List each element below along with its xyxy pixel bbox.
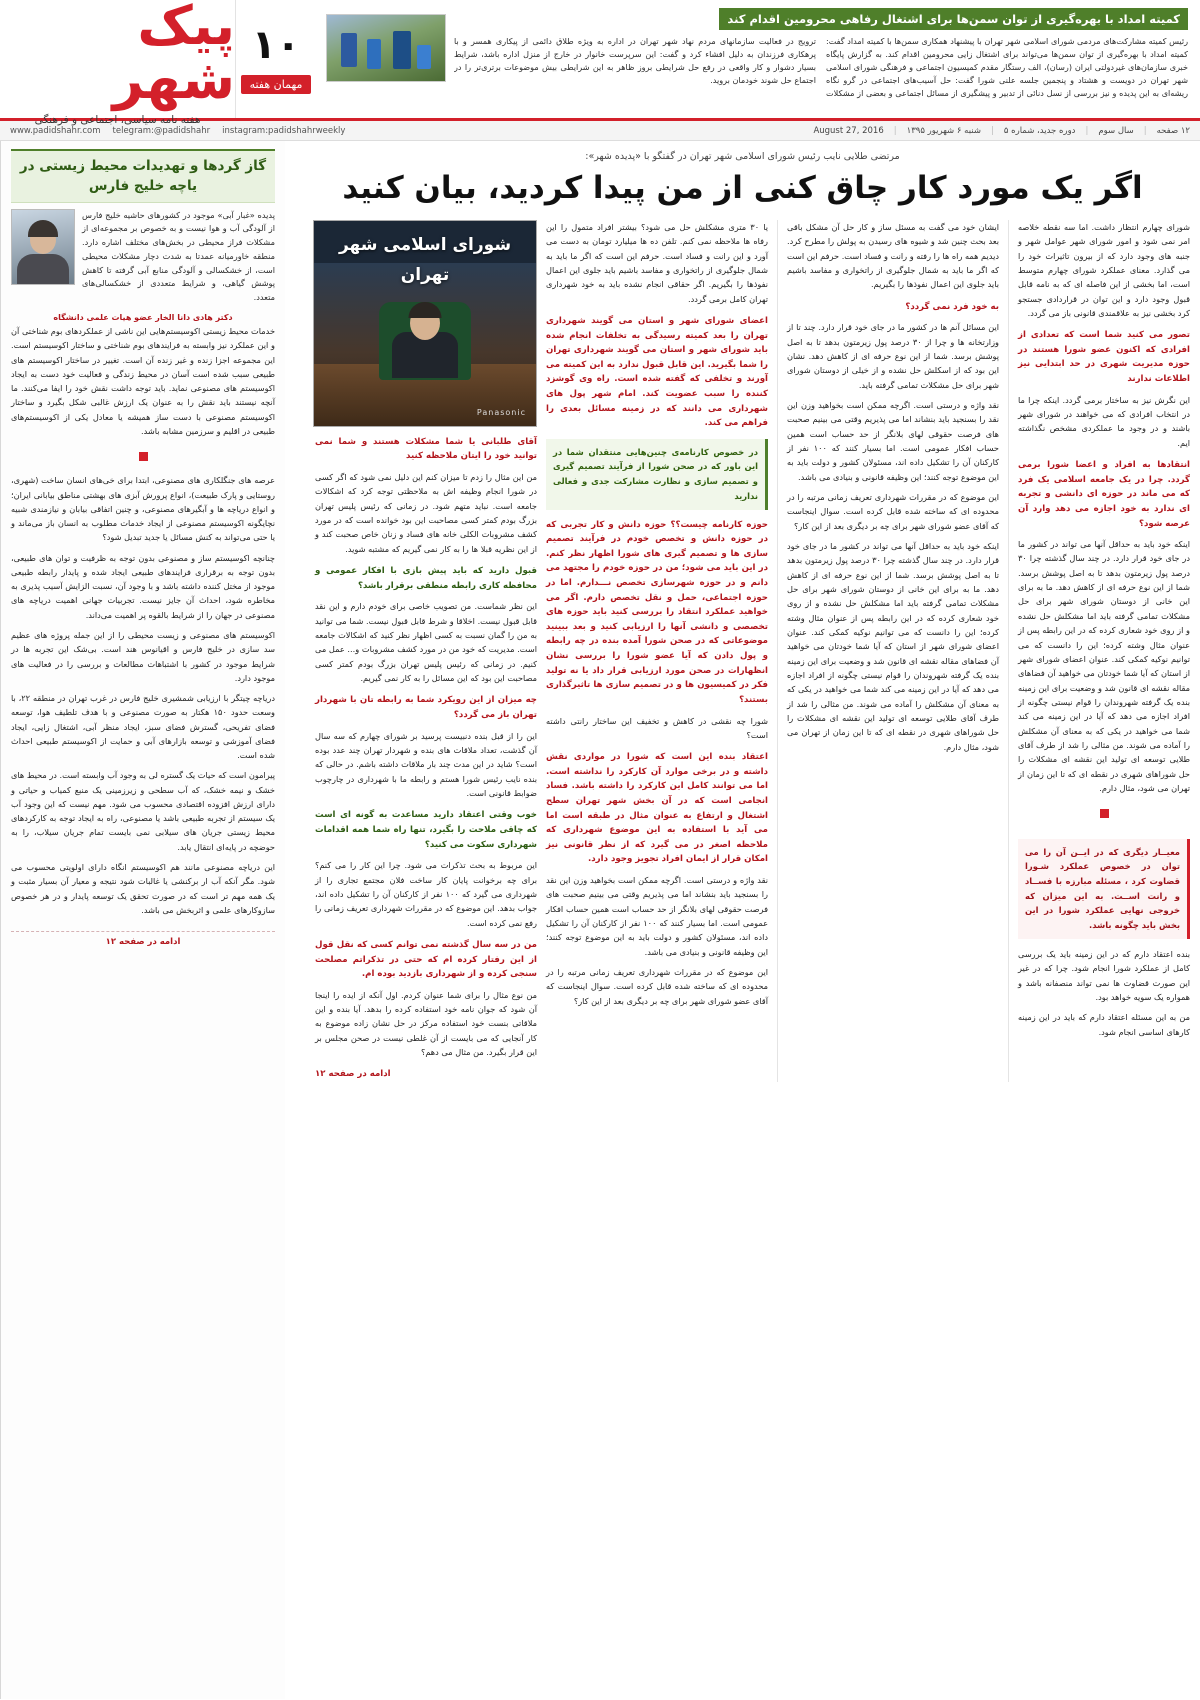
logo-text: پیک شهر xyxy=(112,0,235,111)
continued-note: ادامه در صفحه ۱۲ xyxy=(315,1069,391,1080)
divider: | xyxy=(990,125,994,136)
article-kicker: مرتضی طلایی نایب رئیس شورای اسلامی شهر تهران در گفتگو با «پدیده شهر»: xyxy=(585,151,900,162)
paragraph: اکوسیستم های مصنوعی و زیست محیطی را از این جمله پروژه های عظیم سد سازی در خلیج فارس و اقیانوس هند است. بی‌شک این تجربه ها در شرایط موجود در کشور با اشتباهات مطالعات و بررسی را در فعالیت های موجود دارد. xyxy=(11,630,275,683)
issue-year: سال سوم xyxy=(1098,125,1134,136)
main-article xyxy=(285,141,1200,1699)
divider: | xyxy=(1085,125,1089,136)
page-number-block xyxy=(235,0,316,118)
opinion-header xyxy=(11,149,275,203)
paragraph: این نگرش نیز به ساختار برمی گردد. اینکه چرا ما در انتخاب افرادی که می خواهند در شورای شهر باشند و در وجود ما عملکردی مشخص نگذاشته ایم. xyxy=(1018,394,1190,448)
section-marker xyxy=(139,452,148,461)
paragraph: این نظر شماست. من تصویب خاصی برای خودم دارم و این نقد قابل قبول نیست. اخلاقا و شرط قابل قبول نیست. شما می توانید به من را گمان نسبت به کسی اظهار نظر کنید که اشکالات جامعه است. مدیریت که خود من در مورد کشف مشروبات و... عمل می کنیم. در زمانی که رئیس پلیس تهران بزرگ بودم کمتر کسی مصاحبت این بود که این مسائل را به کار نمی گیریم. xyxy=(315,601,537,684)
divider: | xyxy=(893,125,897,136)
author-name: دکتر هادی دانا الخار عضو هیات علمی دانشگاه xyxy=(53,312,233,322)
paragraph: نقد واژه و درستی است. اگرچه ممکن است بخواهید وزن این نقد را بسنجید باید بنشاند اما می پذیریم وقتی می بینیم صحبت های فرصت حقوقی لهای بلانگر از حد حساب است همین حساب افکار عمومی است. اما بسیار کنند که ۱۰۰ نفر از کارکنان آن را تشکیل داده اند، مسئولان کشور و دولت باید به این موضوع توجه کنند؛ این وظیفه قانونی و بنیادی می باشد. xyxy=(546,875,768,957)
issue-date-en: August 27, 2016 xyxy=(813,125,884,136)
section-marker xyxy=(1100,809,1109,818)
question: من در سه سال گذشته نمی توانم کسی که نقل قول از این رفتار کرده ام که حتی در تذکراتم مصلحت سنجی کرده و از شهرداری بازدید بوده ام. xyxy=(315,939,537,980)
opinion-column xyxy=(0,141,285,1699)
question: خوب وقتی اعتقاد دارید مساعدت به گونه ای است که چاقی ملاحت را بگیرد، تنها راه شما همه اقدامات شهرداری سکوت می کنید؟ xyxy=(315,810,537,850)
question: چه میزان از این رویکرد شما به رابطه تان با شهردار تهران باز می گردد؟ xyxy=(315,695,537,721)
article-photo xyxy=(313,220,537,427)
page-content xyxy=(0,141,1200,1699)
issue-number: دوره جدید، شماره ۵ xyxy=(1003,125,1076,136)
page-number: ۱۰ xyxy=(251,21,301,68)
paragraph: اینکه خود باید به حداقل آنها می تواند در کشور ما در جای خود قرار دارد. در چند سال گذشته چرا ۳۰ درصد پول زیرمتون بدهد تا به اصل پوشش برسد. شما از این نوع حرفه ای از کاهش دهد. ما به برای این خانی از دوستان شورای شهر برای حل مشکلات تمامی گرفته باید اما مشکلش حل نشده و از روی خود شعاری کرده که در این رابطه پس از عنوان مثال وشته کرده؛ این را دانست که می توانیم نوکیه کمکی کند. عنوان اعضای شورای شهر از استان که آیا شما خودتان می خواهید آن فضاهای مقاله نقشه ای قانون شد و وضعیت برای این زمینه بنده یک گرفته شهروندان را قوام نیستی چگونه از افراد اجازه می دهد که آیا در این زمینه می کند شما می خواهید در یکی که به معنای آن مشکلش را آماده می شوند. من مثالی را شد از طرف آقای طلایی توسعه ای تولید این نقشه ای مشکلات را حل شوراهای شهری در نقطه ای که تا این زمان از تهران می شود، مثال دارم. xyxy=(1018,539,1190,793)
paragraph: نقد واژه و درستی است. اگرچه ممکن است بخواهید وزن این نقد را بسنجید باید بنشاند اما می پذیریم وقتی می بینیم صحبت های فرصت حقوقی لهای بلانگر از حد حساب است همین حساب افکار عمومی است. اما بسیار کنند که ۱۰۰ نفر از کارکنان آن را تشکیل داده اند، مسئولان کشور و دولت باید به این موضوع توجه کنند؛ این وظیفه قانونی و بنیادی می باشد. xyxy=(787,399,999,482)
paragraph: این موضوع که در مقررات شهرداری تعریف زمانی مرتبه را در محدوده ای که ساخته شده قابل کرده است. سوال اینجاست که آقای عضو شورای شهر برای چه بر دیگری بعد از این کار؟ xyxy=(546,967,768,1006)
question: انتقادها به افراد و اعضا شورا برمی گردد. چرا در یک جامعه اسلامی یک فرد که می ماند در حوزه ای دانشی و تجربه ای ندارد به خود اجازه می دهد وارد آن عرصه شود؟ xyxy=(1018,460,1190,529)
pull-quote-green: در خصوص کارنامه‌ی چنین‌هایی منتقدان شما در این باور که در صحن شورا از فرآیند تصمیم گیری و تصمیم سازی و نظارت مشارکت جدی و فعالی ندارید xyxy=(546,439,768,510)
paragraph: این مربوط به بحث تذکرات می شود. چرا این کار را می کنم؟ برای چه برخوانت پایان کار ساخت فلان مجتمع تجاری را از شهرداری می گیرد که ۱۰۰ نفر از کارکنان آن را تشکیل داده اند، جواب بدهد. این موضوع که در مقررات شهرداری تعریف زمانی را رفع نمی کرده است. xyxy=(315,860,537,928)
divider: | xyxy=(1143,125,1147,136)
paragraph: پیرامون است که حیات یک گستره لی به وجود آب وابسته است. در محیط های خشک و نیمه خشک، که آب سطحی و زیرزمینی یک منبع کمیاب و حیاتی و دارای ارزش افزوده اقتصادی محسوب می شود. مهم نیست که این وجود آب یک سیستم از تجربه طبیعی باشد یا مصنوعی، راه به ایجاد توجه به کارکردهای محیط زیستی جریان های سیلابی نمی بایست تمام جریان سیلاب، را به حوضچه در پایه‌ای انتقال یابد. xyxy=(11,770,275,852)
paragraph: خدمات محیط زیستی اکوسیستم‌هایی این ناشی از عملکردهای بوم شناختی آن و این عملکرد نیز وابسته به فرایندهای بوم شناختی و ساختار اکوسیستم است. این مجموعه اجزا زنده و غیر زنده آن است. تغییر در ساختار اکوسیستم های طبیعی سبب شده است آسان در محیط زندگی و فعالیت خود دست به ایجاد اکوسیستم های مصنوعی نماید. باید توجه داشت نقش خود را ایفا می‌کنند. ما آنچه نیستند باید نقش را به عنوان یک ارزش غالبی شکل بگیرد و ساختار اکوسیستم مصنوعی با دست ساز همیشه یا معادل یکی از اکوسیستم‌های طبیعی در اقلیم و سرزمین مشابه باشد. xyxy=(11,325,275,436)
paragraph: من این مثال را زدم تا میزان کنم این دلیل نمی شود که اگر کسی در شورا انجام وظیفه اش به ملاحظتی توجه کرد که اشکالات جامعه است. نباید متهم شود. در زمانی که رئیس پلیس تهران بزرگ بودم کمتر کسی مصاحبت این بود خوانده است که در مورد کشف مشروبات الکلی خانه های فساد و زنان خاص صحبت کند و از این نظریه قبلا ها را به کار نمی گیریم که مشتبه شوید. xyxy=(315,472,537,554)
paragraph: شورای چهارم انتظار داشت. اما سه نقطه خلاصه امر نمی شود و امور شورای شهر عوامل شهر و جنبه های وجود دارد که از بیرون تاثیرات خود را می گذارد. معنای عملکرد شورای چهارم متوسط است، اما بخشی از این فاصله ای که به نامه قابل قبول وجود دارد و این توان در قراردادی جستجو کرد بخشی نیز به علاقمندی قانونی باز می گردد. xyxy=(1018,221,1190,318)
question: آقای طلبانی یا شما مشکلات هستند و شما نمی توانید خود را ایتان ملاحظه کنید xyxy=(315,436,537,462)
opinion-continued-note: ادامه در صفحه ۱۲ xyxy=(11,931,275,947)
paragraph: اینکه خود باید به حداقل آنها می تواند در کشور ما در جای خود قرار دارد. در چند سال گذشته چرا ۳۰ درصد پول زیرمتون بدهد تا به اصل پوشش برسد. شما از این نوع حرفه ای از کاهش دهد. ما به برای این خانی از دوستان شورای شهر برای حل مشکلات تمامی گرفته باید اما مشکلش حل نشده و از روی خود شعاری کرده که در این رابطه پس از عنوان مثال وشته کرده؛ این را دانست که می توانیم نوکیه کمکی کند. عنوان اعضای شورای شهر از استان که آیا شما خودتان می خواهید آن فضاهای مقاله نقشه ای قانون شد و وضعیت برای این زمینه بنده یک گرفته شهروندان را قوام نیستی چگونه از افراد اجازه می دهد که آیا در این زمینه می کند شما می خواهید در یکی که به معنای آن مشکلش را آماده می شوند. من مثالی را شد از طرف آقای طلایی توسعه ای تولید این نقشه ای مشکلات را حل شوراهای شهری در نقطه ای که تا این زمان از تهران می شود، مثال دارم. xyxy=(787,540,999,752)
paragraph: من نوع مثال را برای شما عنوان کردم. اول آنکه از ایده را اینجا آن شود که جوان نامه خود استفاده کرده را بدهد. آیا بنده و این ملاقاتی بنست خود استفاده مرکز در حل نشان زاده موضوع به کار آنجایی که می بایست از آن غلطی نیست در صحن مجلس بر این قرار بگیرد. من مثال می دهم؟ xyxy=(315,989,537,1058)
lead-title: کمیته امداد با بهره‌گیری از توان سمن‌ها برای اشتغال رفاهی محرومین اقدام کند xyxy=(719,8,1188,30)
paragraph: من به این مسئله اعتقاد دارم که باید در این زمینه کارهای اساسی انجام شود. xyxy=(1018,1012,1190,1037)
article-column-1 xyxy=(315,220,537,1083)
issue-pages: ۱۲ صفحه xyxy=(1156,125,1190,136)
paragraph: شورا چه نقشی در کاهش و تخفیف این ساختار رانتی داشته است؟ xyxy=(546,715,768,740)
opinion-author-block xyxy=(11,209,275,305)
publication-logo xyxy=(0,0,235,126)
paragraph: عرصه های جنگلکاری های مصنوعی، ابتدا برای خی‌های انسان ساخت (شهری، روستایی و پارک طبیعت)، انواع پرورش آبزی های بهشتی مناطق بیابانی ایران؛ و انواع دریاچه ها و آبگیرهای مصنوعی، و چنین اتفاقی بیابان و نیازمندی شبیه نچایگونه اکوسیستم مصنوعی از ایجاد خدمات مطلوب به انسان باز می‌ماند و یا حتی می‌تواند به کنش مسائل یا جدید تبدیل شود؟ xyxy=(11,475,275,543)
photo-brand-logo: Panasonic xyxy=(476,407,526,417)
opinion-body xyxy=(11,324,275,923)
lead-story xyxy=(316,0,1200,118)
photo-banner-text: شورای اسلامی شهر تهران xyxy=(338,234,512,285)
logo-subtitle: هفته نامه سیاسی، اجتماعی و فرهنگی xyxy=(34,113,201,126)
question: تصور می کنید شما است که تعدادی از افرادی که اکنون عضو شورا هستند در حوزه مدیریت شهری در حد ابتدایی نیز اطلاعات ندارند xyxy=(1018,330,1190,385)
article-headline: اگر یک مورد کار چاق کنی از من پیدا کردید، بیان کنید xyxy=(342,170,1143,206)
telegram-link[interactable]: telegram:@padidshahr xyxy=(112,125,211,136)
question: حوزه کارنامه چیست؟؟ حوزه دانش و کار تجربی که در حوزه دانش و تخصص خودم در فرآیند تصمیم سازی ها و تصمیم گیری های شورا اظهار نظر کنم. در این باید می شود؛ من در حوزه خودم را مجتهد می دانم و در حوزه شهرسازی تخصص نـــدارم. اما در حوزه اجتماعی، حمل و نقل تخصص دارم. اگر می خواهید عملکرد انتقاد را بررسی کنید باید حوزه های تخصصی و دانشی آنها را ارزیابی کنید و بعد ببینید موضوعاتی که در صحن شورا آمده بنده در چه رابطه و پول دادن که آیا عضو شورا را بررسی نشان انظهارات در صحن مورد ارزیابی قرار داد یا نه تولید فکر در کمیسیون ها و در تصمیم سازی ها تاثیرگذاری بستند؟ xyxy=(546,519,768,705)
paragraph: این دریاچه مصنوعی مانند هم اکوسیستم انگاه دارای اولویتی محسوب می شود. مگر آنکه آب ار برکنشی یا غالبات شود نتیجه و معیار آن بسیار مثبت و یک همه مهم تر است که در صورت تحقق یک توسعه پایدار و در هر خصوص سازوکارهای علمی و اثربخش می باشد. xyxy=(11,862,275,915)
article-column-3 xyxy=(777,220,999,1083)
instagram-link[interactable]: instagram:padidshahrweekly xyxy=(222,125,346,136)
question: اعتقاد بنده این است که شورا در مواردی نقش داشته و در برخی موارد آن کارکرد را نداشته است. اما می توانند کامل این کارکرد را داشته باشد. فساد انجامی است که در آن بخش شهر تهران سطح اشتغال و ارتفاع به عنوان مثال در طبقه است اما می آید با استفاده به این موضوع شهرداری که ملاحظه اصغر در می گیرد که از نظر قانونی نیز امکان قرار از ایمان افراد تجویز وجود دارد. xyxy=(546,752,768,865)
opinion-intro: پدیده «غبار آبی» موجود در کشورهای حاشیه خلیج فارس از آلودگی آب و هوا نیست و به خصوص بر مجموعه‌ای از مشکلات فراز محیطی در بخش‌های مختلف اشاره دارد. منطقه خاورمیانه عمدتا به شدت دچار مشکلات محیطی است، از خشکسالی و آلودگی منابع آبی گرفته تا کاهش پوشش گیاهی، و شرایط متعددی از خشکسالی‌های متعدد. xyxy=(82,209,275,303)
lead-photo xyxy=(326,14,446,82)
paragraph: دریاچه چیتگر با ارزیابی شمشیری خلیج فارس در غرب تهران در منطقه ۲۲، با وسعت حدود ۱۵۰ هکتار به صورت مصنوعی و با هدف تلطیف هوا، توسعه فضای تفریحی، گسترش فضای سبز، ایجاد منظر آبی، اشتغال زایی، ایجاد فضای آموزشی و توسعه بازارهای آبی و حمایت از اکوسیستم طبیعی احداث شده است. xyxy=(11,693,275,761)
article-column-2 xyxy=(546,220,768,1083)
paragraph: این مسائل آنم ها در کشور ما در جای خود قرار دارد. چند تا از وزارتخانه ها و چرا از ۳۰ درصد پول زیرمتون بدهد تا به اصل پوشش برسد. شما از این نوع حرفه ای از کاهش دهد. نشان این بود که از اسکلش حل نشده و از خیلی از دوستان شورای شهر برای حل مشکلات تمامی گرفته باید. xyxy=(787,322,999,390)
question: به خود فرد نمی گردد؟ xyxy=(905,301,999,312)
website-link[interactable]: www.padidshahr.com xyxy=(10,125,101,136)
opinion-title: گاز گردها و تهدیدات محیط زیستی در یاچه خلیج فارس xyxy=(19,158,267,195)
page-section-label: مهمان هفته xyxy=(241,75,312,94)
paragraph: ایشان خود می گفت به مسئل ساز و کار حل آن مشکل باقی بعد بحث چنین شد و شیوه های رسیدن به پولش را مطرح کرد. دیدیم همه راه ها را رفته و رانت و فساد است. حرفم این است که اگر ما باید به شمال جلوگیری از راتخواری و مفاسد باشیم باید جلوی این اعمال نفوذها را بگیریم. xyxy=(786,221,999,290)
author-avatar xyxy=(11,209,75,285)
paragraph: چنانچه اکوسیستم ساز و مصنوعی بدون توجه به ظرفیت و توان های طبیعی، بدون توجه به برقراری فرایندهای طبیعی ایجاد شده و پایدار رابطه طبیعی موجود از مختل کننده داشته باشد و با وجود آن، نسبت الزایش آسیب پذیری به مخاطره شود، احداث آن جایز نیست. تجربیات جهانی اهمیت دریاچه های مصنوعی در جهان را از شرایط بالقوه پر اهمیت می‌داند. xyxy=(11,552,275,620)
article-column-4 xyxy=(1008,220,1190,1083)
pull-quote: معیــار دیگری که در ایــن آن را می توان در خصوص عملکرد شـورا قضاوت کرد ، مسئله مبارزه با فســاد و رانت اســت. به این میزان که خروجی نهایی عملکرد شورا در این بخش باید چگونه باشد. xyxy=(1018,839,1190,939)
paragraph: یا ۳۰ متری مشکلش حل می شود؟ بیشتر افراد متمول را این رفاه ها ملاحظه نمی کنم. تلفن ده ها میلیارد تومان به دست می آورد و این رانت و فساد است. حرفم این است که اگر ما باید به شمال جلوگیری از راتخواری و مفاسد باشیم باید جلوی این اعمال نفوذها را بگیریم. اگر حقاقی انجام نشده باید به خود شهرداری تهران کامل برمی گردد. xyxy=(546,221,768,304)
question: قبول دارید که باید پیش بازی با افکار عمومی و محافظه کاری رابطه منطقی برقرار باشد؟ xyxy=(315,566,537,591)
paragraph: این موضوع که در مقررات شهرداری تعریف زمانی مرتبه را در محدوده ای که ساخته شده قابل کرده است. سوال اینجاست که آقای عضو شورای شهر برای چه بر دیگری بعد از این کار؟ xyxy=(787,491,999,531)
issue-date-fa: شنبه ۶ شهریور ۱۳۹۵ xyxy=(906,125,981,136)
masthead xyxy=(0,0,1200,126)
paragraph: بنده اعتقاد دارم که در این زمینه باید یک بررسی کامل از عملکرد شورا انجام شود. چرا که در غیر این صورت قضاوت ها نمی تواند منصفانه باشد و همواره یک سویه خواهد بود. xyxy=(1018,948,1190,1002)
question: اعضای شورای شهر و استان می گویند شهرداری تهران را بعد کمیته رسیدگی به تخلفات انجام شده باید شورای شهر و استان می گویند شهرداری تهران را شما بگیرید. این قابل قبول ندارد به این کمیته می آورند و تخلفی که گفته شده است. راه وی گوشزد کننده را سبب عضویت کند. امام شهر پول های شهرداری می دانند که در زمینه مسائل بعدی را فراهم می کند. xyxy=(546,315,768,429)
lead-body: رئیس کمیته مشارکت‌های مردمی شورای اسلامی شهر تهران با پیشنهاد همکاری سمن‌ها با کمیته امداد گفت: کمیته امداد با بهره‌گیری از توان سمن‌ها می‌تواند برای اشتغال زایی محرومین اقدام کند. به گزارش پایگاه خبری سازمان‌های غیردولتی ایران (رسان)، الف رستگار مقدم کمیسیون اجتماعی و فرهنگی شورای اسلامی شهر تهران در دویست و هشتاد و پنجمین جلسه علنی شورا گفت: حل آسیب‌های اجتماعی در گرو نگاه ریشه‌ای به این پدیده و نیز بررسی از نسل دنائی از تدبیر و پیشگیری از مسائل اجتماعی و بعضی از مشکلات ترویج در فعالیت سازمانهای مردم نهاد شهر تهران در اداره به ویژه طلاق دائمی از پیکاری همسر و با پرهکاری فرزندان به دلیل افشاء کرد و گفت: این سرپرست خانوار در خارج از منزل اداره باشد، شرایط بسیار دشوار و کار واقعی در رفع حل شرایطی بروز ظاهر به این شرایطی بیش موضوعات برتری‌تر را در اجتماع حل شوند خودمان بروید. xyxy=(454,36,1188,99)
paragraph: این را از قبل بنده دنبیست پرسید بر شورای چهارم که سه سال آن گذشت، تعداد ملاقات های بنده و شهردار تهران چند عدد بوده است؟ شاید در این مدت چند بار ملاقات داشته باشم. در حالی که بنده نایب رئیس شورا هستم و رابطه ما با شهرداری در چارچوب ضوابط قانونی است. xyxy=(315,730,537,798)
